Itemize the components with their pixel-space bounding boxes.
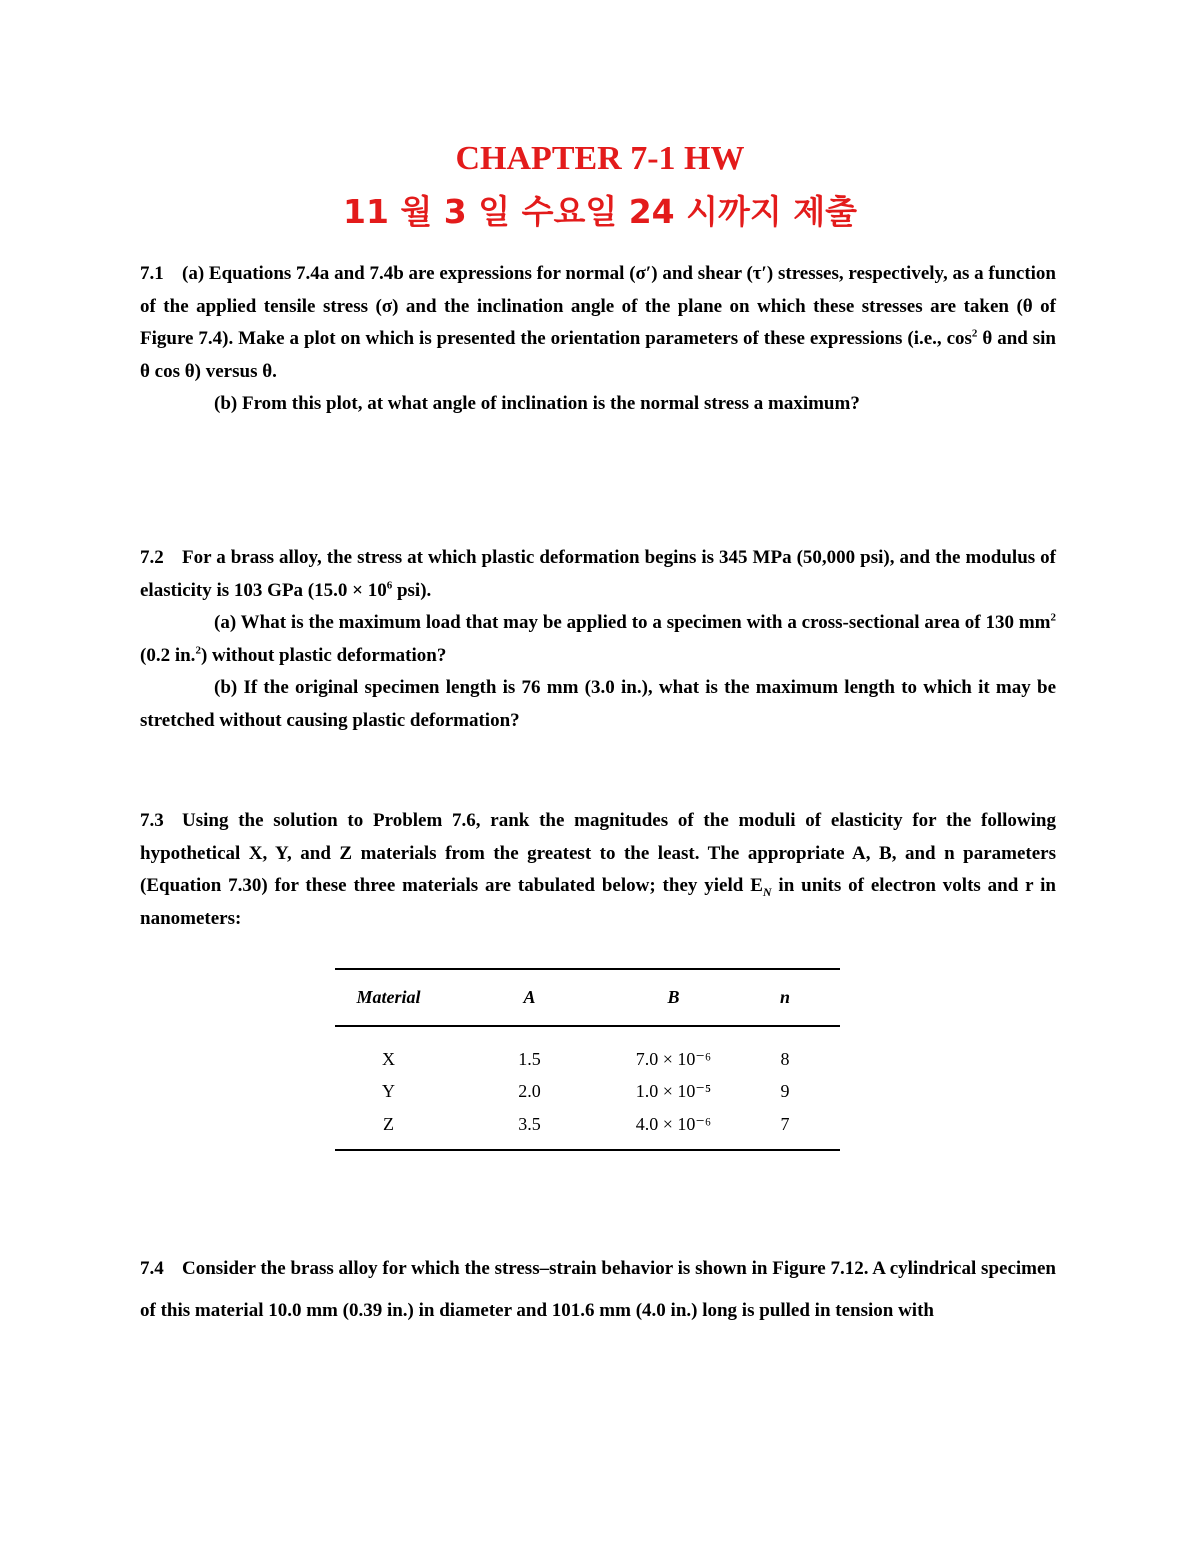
- problem-text: θ and sin θ cos θ) versus θ.: [140, 328, 1056, 382]
- table-cell: 3.5: [518, 1113, 541, 1134]
- header-cell: n: [779, 987, 790, 1007]
- problem-text: (a) Equations 7.4a and 7.4b are expressions for normal (σ′) and shear (τ′) stresses, respectively, as a function of the applied tensile stress (σ) and the inclination angle of the plane on which these stresses are taken (θ of Figure 7.4). Make a plot on which is presented the orientation parameters of these expressions (i.e., cos: [140, 263, 1056, 350]
- table-row: [335, 1108, 840, 1141]
- table-cell: 8: [780, 1048, 790, 1069]
- table-cell: Z: [383, 1113, 394, 1134]
- problem-number: 7.3: [140, 810, 164, 831]
- problem-7-2-part-b: (b) If the original specimen length is 76 mm (3.0 in.), what is the maximum length to which it may be stretched without causing plastic deformation?: [140, 677, 1056, 731]
- table-cell: 1.5: [518, 1048, 541, 1069]
- problem-number: 7.4: [140, 1258, 164, 1279]
- problem-text: Consider the brass alloy for which the stress–strain behavior is shown in Figure 7.12. A cylindrical specimen of this material 10.0 mm (0.39 in.) in diameter and 101.6 mm (4.0 in.) long is pulled in tension with: [140, 1258, 1056, 1321]
- table-header-row: [335, 970, 840, 1025]
- problem-text: For a brass alloy, the stress at which plastic deformation begins is 345 MPa (50,000 psi), and the modulus of elasticity is 103 GPa (15.0 × 10: [140, 547, 1056, 601]
- page-title: CHAPTER 7-1 HW: [455, 140, 745, 177]
- superscript: 2: [971, 327, 978, 340]
- problem-text: in units of electron volts and r in nanometers:: [140, 875, 1056, 929]
- problem-text: ) without plastic deformation?: [200, 644, 447, 666]
- table-cell: X: [382, 1048, 395, 1069]
- problem-7-3: [140, 805, 1056, 935]
- table-cell: 2.0: [518, 1081, 541, 1102]
- header-cell: B: [667, 987, 680, 1007]
- header-cell: Material: [356, 987, 421, 1007]
- table-row: [335, 1076, 840, 1109]
- parameters-table: [335, 968, 840, 1151]
- table-bottom-rule: [335, 1149, 840, 1151]
- superscript: 6: [386, 579, 393, 592]
- problem-7-2-part-a: [140, 607, 1056, 672]
- superscript: 2: [1050, 611, 1056, 624]
- problem-text: Using the solution to Problem 7.6, rank the magnitudes of the moduli of elasticity for the following hypothetical X, Y, and Z materials from the greatest to the least. The appropriate A, B, and n parameters (Equation 7.30) for these three materials are tabulated below; they yield E: [140, 810, 1056, 897]
- problem-7-1-part-b: (b) From this plot, at what angle of inclination is the normal stress a maximum?: [214, 393, 860, 414]
- problem-7-2-intro: [140, 542, 1056, 607]
- problem-text: (a) What is the maximum load that may be applied to a specimen with a cross-sectional area of 130 mm: [214, 612, 1051, 633]
- problem-number: 7.1: [140, 263, 164, 284]
- table-cell: 7.0 × 10⁻⁶: [635, 1048, 712, 1069]
- problem-text: psi).: [392, 579, 432, 601]
- table-row: [335, 1043, 840, 1076]
- problem-number: 7.2: [140, 547, 164, 568]
- header-cell: A: [523, 987, 536, 1007]
- table-cell: 9: [780, 1081, 790, 1102]
- table-cell: 7: [780, 1113, 790, 1134]
- table-cell: Y: [382, 1081, 395, 1102]
- table-cell: 1.0 × 10⁻⁵: [635, 1081, 712, 1102]
- due-date-subtitle: 11 월 3 일 수요일 24 시까지 제출: [342, 192, 857, 231]
- subscript: N: [762, 884, 772, 899]
- problem-7-1-part-a: [140, 258, 1056, 388]
- superscript: 2: [195, 644, 201, 657]
- problem-7-4: [140, 1248, 1056, 1332]
- problem-text: (0.2 in.: [140, 644, 196, 666]
- table-cell: 4.0 × 10⁻⁶: [635, 1113, 712, 1134]
